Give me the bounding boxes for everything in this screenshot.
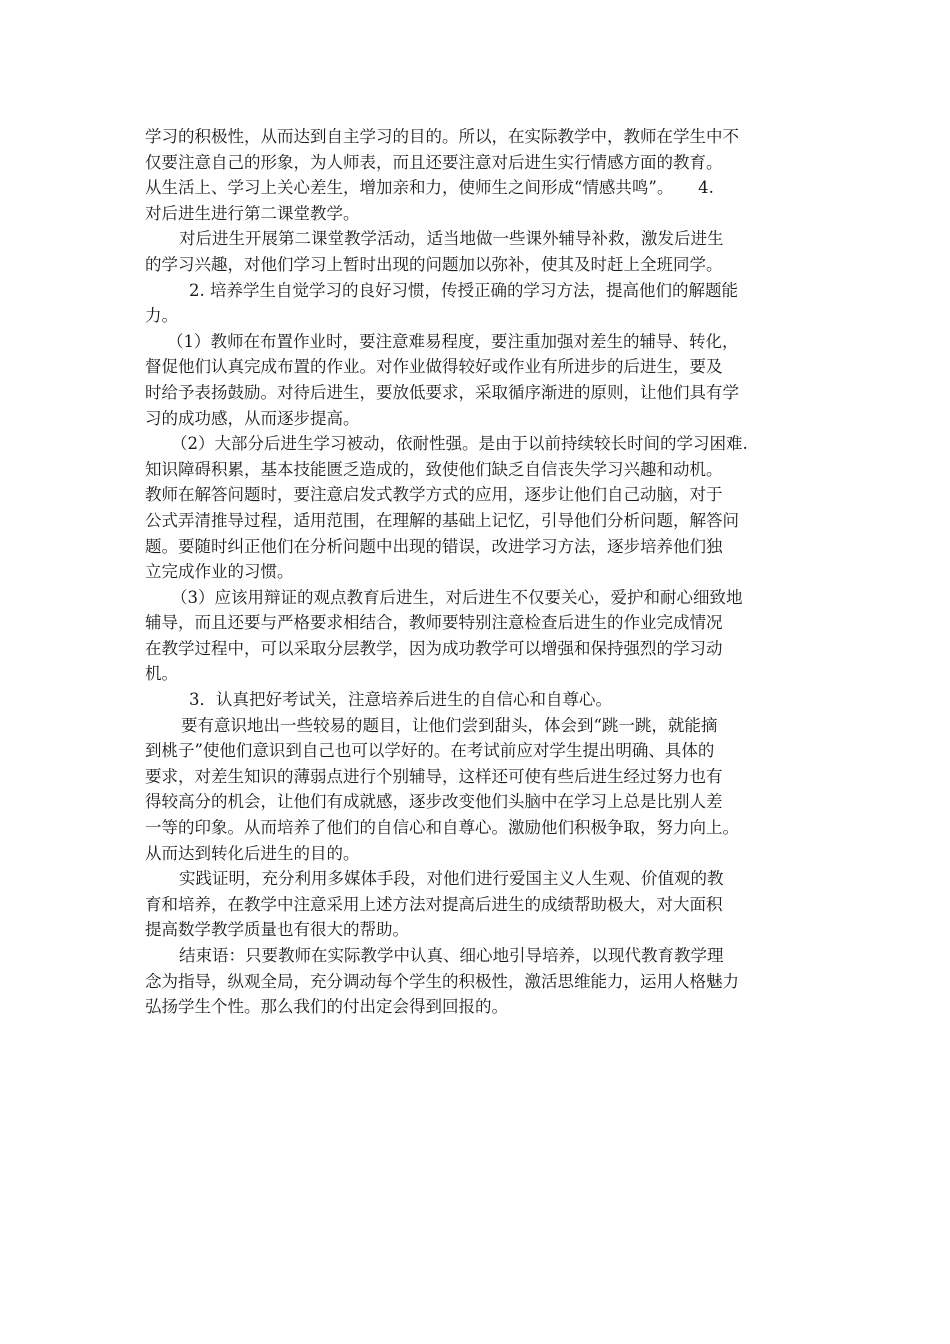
text-line: 一等的印象。从而培养了他们的自信心和自尊心。激励他们积极争取，努力向上。 [145, 818, 739, 838]
text-line: 念为指导，纵观全局，充分调动每个学生的积极性，激活思维能力，运用人格魅力 [145, 971, 739, 991]
text-line: 机。 [145, 664, 178, 684]
text-line: 2. 培养学生自觉学习的良好习惯，传授正确的学习方法，提高他们的解题能 [189, 280, 738, 300]
text-line: 实践证明，充分利用多媒体手段，对他们进行爱国主义人生观、价值观的教 [179, 869, 724, 889]
text-line: 习的成功感，从而逐步提高。 [145, 408, 360, 428]
text-line: 力。 [145, 306, 178, 326]
text-line: 提高数学教学质量也有很大的帮助。 [145, 920, 409, 940]
text-line: 3．认真把好考试关，注意培养后进生的自信心和自尊心。 [189, 690, 612, 710]
text-line: 到桃子”使他们意识到自己也可以学好的。在考试前应对学生提出明确、具体的 [145, 741, 715, 761]
text-line: 教师在解答问题时，要注意启发式教学方式的应用，逐步让他们自己动脑，对于 [145, 485, 723, 505]
text-line: 的学习兴趣，对他们学习上暂时出现的问题加以弥补，使其及时赶上全班同学。 [145, 254, 723, 274]
text-line: 时给予表扬鼓励。对待后进生，要放低要求，采取循序渐进的原则，让他们具有学 [145, 382, 739, 402]
text-line: 得较高分的机会，让他们有成就感，逐步改变他们头脑中在学习上总是比别人差 [145, 792, 723, 812]
text-line: 结束语：只要教师在实际教学中认真、细心地引导培养，以现代教育教学理 [179, 946, 724, 965]
text-line: 育和培养，在教学中注意采用上述方法对提高后进生的成绩帮助极大，对大面积 [145, 894, 723, 914]
text-line: 督促他们认真完成布置的作业。对作业做得较好或作业有所进步的后进生，要及 [145, 357, 723, 377]
text-line: 要求，对差生知识的薄弱点进行个别辅导，这样还可使有些后进生经过努力也有 [145, 766, 723, 786]
text-line: 从生活上、学习上关心差生，增加亲和力，使师生之间形成“情感共鸣”。 4. [145, 178, 714, 198]
text-line: 对后进生开展第二课堂教学活动，适当地做一些课外辅导补救，激发后进生 [179, 229, 724, 249]
text-line: 要有意识地出一些较易的题目，让他们尝到甜头，体会到“跳一跳，就能摘 [181, 715, 718, 735]
text-line: （1）教师在布置作业时，要注意难易程度，要注重加强对差生的辅导、转化， [167, 331, 739, 351]
text-line: 从而达到转化后进生的目的。 [145, 843, 360, 863]
text-line: 题。要随时纠正他们在分析问题中出现的错误，改进学习方法，逐步培养他们独 [145, 536, 723, 556]
text-line: 学习的积极性，从而达到自主学习的目的。所以，在实际教学中，教师在学生中不 [145, 127, 739, 146]
text-line: 知识障碍积累，基本技能匮乏造成的，致使他们缺乏自信丧失学习兴趣和动机。 [145, 459, 723, 479]
text-line: 立完成作业的习惯。 [145, 562, 294, 582]
text-line: （3）应该用辩证的观点教育后进生，对后进生不仅要关心，爱护和耐心细致地 [171, 587, 743, 607]
text-line: 在教学过程中，可以采取分层教学，因为成功教学可以增强和保持强烈的学习动 [145, 638, 723, 658]
text-line: 弘扬学生个性。那么我们的付出定会得到回报的。 [145, 997, 508, 1017]
text-line: 公式弄清推导过程，适用范围，在理解的基础上记忆，引导他们分析问题，解答问 [145, 510, 739, 530]
body-text [145, 124, 810, 1020]
text-line: （2）大部分后进生学习被动，依耐性强。是由于以前持续较长时间的学习困难. [171, 434, 748, 454]
text-line: 仅要注意自己的形象，为人师表，而且还要注意对后进生实行情感方面的教育。 [145, 152, 723, 172]
text-line: 辅导，而且还要与严格要求相结合，教师要特别注意检查后进生的作业完成情况 [145, 613, 723, 633]
text-line: 对后进生进行第二课堂教学。 [145, 203, 360, 223]
